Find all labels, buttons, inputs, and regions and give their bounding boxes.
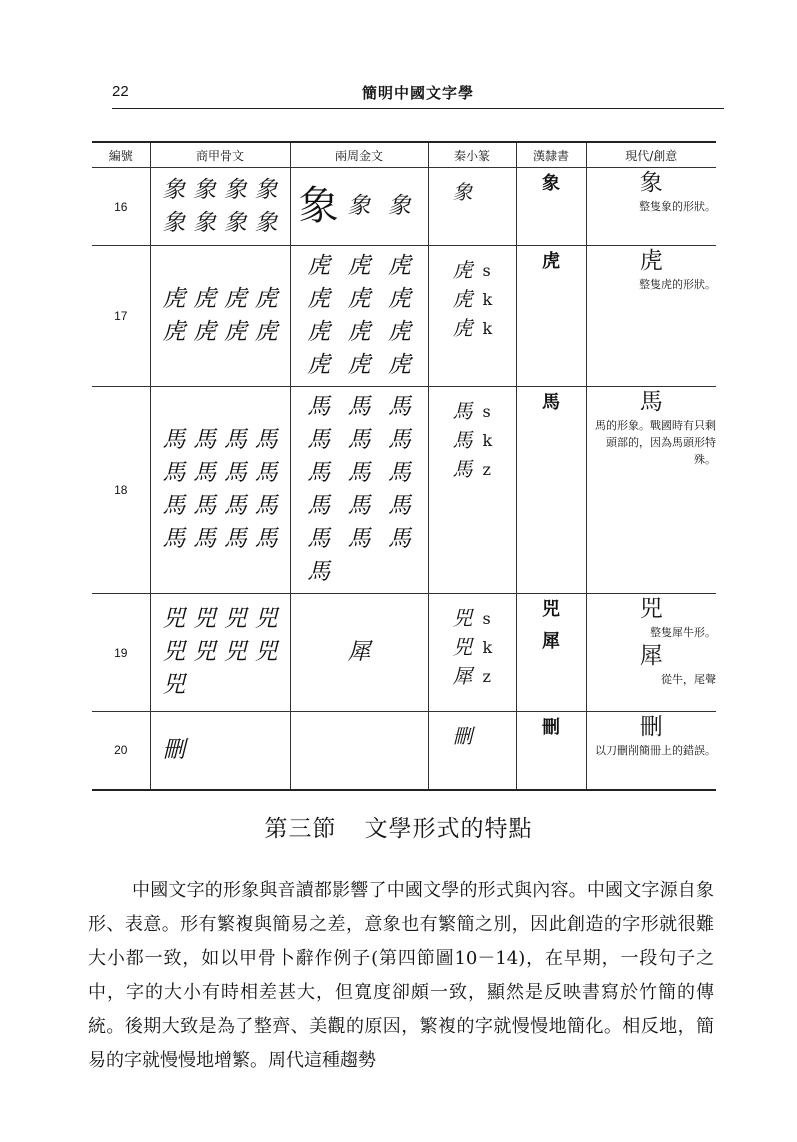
seal-entry bbox=[453, 633, 516, 662]
oracle-bone-glyph: 虎 bbox=[162, 319, 186, 345]
modern-description: 以刀刪削簡冊上的錯誤。 bbox=[595, 744, 716, 757]
oracle-bone-glyph: 虎 bbox=[254, 286, 278, 312]
seal-entry bbox=[453, 455, 516, 484]
bronze-glyph: 虎 bbox=[387, 352, 411, 378]
clerical-cell bbox=[516, 168, 586, 246]
row-number: 16 bbox=[92, 168, 150, 246]
oracle-bone-glyph: 兕 bbox=[254, 606, 278, 632]
modern-cell bbox=[586, 712, 716, 790]
clerical-cell bbox=[516, 712, 586, 790]
modern-description: 整隻象的形狀。 bbox=[639, 200, 716, 213]
bronze-glyph: 虎 bbox=[387, 253, 411, 279]
bronze-glyph: 馬 bbox=[307, 526, 331, 552]
modern-cell bbox=[586, 168, 716, 246]
oracle-bone-glyph: 象 bbox=[254, 176, 278, 203]
seal-entry bbox=[453, 662, 516, 691]
bronze-cell bbox=[290, 594, 428, 712]
bronze-glyph: 馬 bbox=[307, 559, 331, 585]
oracle-glyph-grid bbox=[151, 170, 290, 244]
bronze-glyph: 馬 bbox=[387, 394, 411, 420]
bronze-glyph: 虎 bbox=[307, 286, 331, 312]
bronze-glyph: 虎 bbox=[387, 319, 411, 345]
oracle-bone-glyph: 兕 bbox=[162, 639, 186, 665]
bronze-glyph: 犀 bbox=[347, 639, 371, 665]
oracle-bone-glyph: 象 bbox=[254, 209, 278, 236]
col-header-clerical: 漢隸書 bbox=[516, 142, 586, 168]
seal-glyph: 象 bbox=[452, 180, 473, 204]
seal-glyph-list bbox=[429, 594, 516, 691]
seal-glyph-list bbox=[429, 246, 516, 343]
clerical-glyph: 虎 bbox=[542, 251, 560, 272]
seal-source-label: s bbox=[482, 261, 491, 280]
col-header-modern: 現代/創意 bbox=[586, 142, 716, 168]
seal-glyph-list bbox=[429, 168, 516, 207]
seal-source-label: s bbox=[482, 402, 491, 421]
seal-source-label: k bbox=[482, 319, 493, 338]
bronze-glyph-grid bbox=[291, 183, 428, 229]
bronze-glyph: 象 bbox=[347, 193, 371, 219]
oracle-bone-glyph: 馬 bbox=[162, 493, 186, 519]
modern-description: 整隻虎的形狀。 bbox=[639, 278, 716, 291]
bronze-glyph: 虎 bbox=[307, 352, 331, 378]
clerical-cell bbox=[516, 246, 586, 387]
bronze-glyph: 馬 bbox=[387, 526, 411, 552]
oracle-bone-glyph: 馬 bbox=[254, 460, 278, 486]
oracle-bone-glyph: 兕 bbox=[254, 639, 278, 665]
col-header-number: 編號 bbox=[92, 142, 150, 168]
bronze-glyph-grid bbox=[291, 632, 428, 673]
seal-entry bbox=[453, 722, 516, 751]
modern-character: 象 bbox=[639, 170, 663, 196]
row-number: 20 bbox=[92, 712, 150, 790]
seal-entry bbox=[453, 285, 516, 314]
seal-glyph: 馬 bbox=[452, 457, 473, 481]
row-number: 18 bbox=[92, 387, 150, 594]
small-seal-cell bbox=[428, 387, 516, 594]
seal-source-label: z bbox=[482, 667, 491, 686]
oracle-glyph-grid bbox=[151, 599, 290, 706]
seal-glyph: 虎 bbox=[452, 316, 473, 340]
seal-source-label: k bbox=[482, 431, 493, 450]
bronze-glyph-grid bbox=[291, 387, 428, 593]
bronze-glyph-grid bbox=[291, 744, 428, 756]
oracle-bone-glyph: 虎 bbox=[193, 319, 217, 345]
oracle-bone-glyph: 象 bbox=[193, 209, 217, 236]
oracle-bone-glyph: 象 bbox=[223, 176, 247, 203]
table-row bbox=[92, 594, 716, 712]
oracle-bone-glyph: 馬 bbox=[162, 427, 186, 453]
col-header-oracle-bone: 商甲骨文 bbox=[150, 142, 290, 168]
section-number: 第三節 bbox=[264, 816, 337, 842]
section-title bbox=[0, 810, 797, 843]
small-seal-cell bbox=[428, 168, 516, 246]
bronze-glyph: 虎 bbox=[307, 253, 331, 279]
oracle-bone-cell bbox=[150, 594, 290, 712]
bronze-glyph-grid bbox=[291, 246, 428, 386]
clerical-glyph: 兕 bbox=[542, 599, 560, 620]
oracle-bone-glyph: 馬 bbox=[193, 526, 217, 552]
col-header-small-seal: 秦小篆 bbox=[428, 142, 516, 168]
bronze-glyph: 馬 bbox=[307, 427, 331, 453]
bronze-glyph: 馬 bbox=[307, 460, 331, 486]
oracle-bone-glyph: 象 bbox=[223, 209, 247, 236]
seal-entry bbox=[453, 604, 516, 633]
seal-glyph: 兕 bbox=[452, 606, 473, 630]
oracle-glyph-grid bbox=[151, 420, 290, 560]
seal-glyph: 虎 bbox=[452, 258, 473, 282]
col-header-bronze: 兩周金文 bbox=[290, 142, 428, 168]
oracle-bone-glyph: 虎 bbox=[223, 319, 247, 345]
oracle-bone-cell bbox=[150, 712, 290, 790]
bronze-glyph: 虎 bbox=[347, 286, 371, 312]
bronze-glyph: 象 bbox=[387, 193, 411, 219]
bronze-cell bbox=[290, 168, 428, 246]
oracle-bone-glyph: 兕 bbox=[162, 672, 186, 698]
seal-entry bbox=[453, 426, 516, 455]
clerical-glyph: 刪 bbox=[542, 717, 560, 738]
bronze-glyph: 馬 bbox=[387, 493, 411, 519]
oracle-bone-glyph: 馬 bbox=[162, 526, 186, 552]
bronze-cell bbox=[290, 712, 428, 790]
bronze-glyph: 虎 bbox=[387, 286, 411, 312]
oracle-bone-glyph: 馬 bbox=[162, 460, 186, 486]
bronze-cell bbox=[290, 387, 428, 594]
small-seal-cell bbox=[428, 246, 516, 387]
seal-entry bbox=[453, 256, 516, 285]
modern-character: 馬 bbox=[639, 389, 663, 415]
script-evolution-table bbox=[92, 141, 716, 791]
oracle-bone-glyph: 虎 bbox=[223, 286, 247, 312]
oracle-bone-glyph: 馬 bbox=[193, 460, 217, 486]
oracle-bone-glyph: 兕 bbox=[193, 639, 217, 665]
page-header bbox=[112, 80, 724, 109]
bronze-glyph: 馬 bbox=[307, 394, 331, 420]
modern-character: 刪 bbox=[639, 714, 663, 740]
small-seal-cell bbox=[428, 712, 516, 790]
oracle-bone-glyph: 馬 bbox=[193, 493, 217, 519]
modern-character: 兕 bbox=[639, 596, 663, 622]
clerical-cell bbox=[516, 594, 586, 712]
modern-description: 馬的形象。戰國時有只剩頭部的，因為馬頭形特殊。 bbox=[595, 419, 716, 466]
table-header-row bbox=[92, 142, 716, 168]
oracle-bone-cell bbox=[150, 168, 290, 246]
bronze-glyph: 象 bbox=[298, 183, 339, 229]
page-number: 22 bbox=[112, 83, 129, 100]
seal-entry bbox=[453, 397, 516, 426]
seal-glyph-list bbox=[429, 712, 516, 751]
oracle-bone-glyph: 兕 bbox=[223, 639, 247, 665]
seal-glyph: 犀 bbox=[452, 664, 473, 688]
bronze-glyph: 馬 bbox=[347, 493, 371, 519]
bronze-glyph: 馬 bbox=[347, 526, 371, 552]
bronze-glyph: 馬 bbox=[387, 427, 411, 453]
bronze-glyph: 虎 bbox=[347, 319, 371, 345]
oracle-bone-glyph: 馬 bbox=[223, 427, 247, 453]
table-row bbox=[92, 168, 716, 246]
oracle-bone-cell bbox=[150, 387, 290, 594]
seal-glyph: 刪 bbox=[452, 724, 473, 748]
section-heading: 文學形式的特點 bbox=[364, 816, 533, 842]
bronze-glyph: 馬 bbox=[307, 493, 331, 519]
oracle-glyph-grid bbox=[151, 279, 290, 353]
oracle-bone-glyph: 象 bbox=[162, 209, 186, 236]
table-row bbox=[92, 712, 716, 790]
oracle-bone-glyph: 象 bbox=[193, 176, 217, 203]
oracle-bone-glyph: 馬 bbox=[223, 526, 247, 552]
modern-cell bbox=[586, 387, 716, 594]
oracle-bone-glyph: 兕 bbox=[223, 606, 247, 632]
bronze-glyph: 虎 bbox=[347, 352, 371, 378]
seal-source-label: k bbox=[482, 290, 493, 309]
modern-cell bbox=[586, 594, 716, 712]
modern-character: 虎 bbox=[639, 248, 663, 274]
seal-glyph: 兕 bbox=[452, 635, 473, 659]
running-title: 簡明中國文字學 bbox=[361, 84, 474, 102]
seal-source-label: k bbox=[482, 638, 493, 657]
table-row bbox=[92, 246, 716, 387]
seal-glyph: 虎 bbox=[452, 287, 473, 311]
seal-glyph: 馬 bbox=[452, 399, 473, 423]
oracle-bone-glyph: 馬 bbox=[254, 526, 278, 552]
bronze-glyph: 虎 bbox=[347, 253, 371, 279]
modern-character: 犀 bbox=[639, 643, 663, 669]
oracle-bone-cell bbox=[150, 246, 290, 387]
oracle-bone-glyph: 刪 bbox=[162, 736, 186, 763]
modern-description: 從牛，尾聲 bbox=[661, 673, 716, 686]
bronze-glyph: 虎 bbox=[307, 319, 331, 345]
seal-entry bbox=[453, 314, 516, 343]
oracle-bone-glyph: 馬 bbox=[193, 427, 217, 453]
oracle-bone-glyph: 虎 bbox=[254, 319, 278, 345]
modern-cell bbox=[586, 246, 716, 387]
oracle-bone-glyph: 馬 bbox=[254, 427, 278, 453]
oracle-bone-glyph: 兕 bbox=[193, 606, 217, 632]
body-text bbox=[88, 874, 714, 1078]
seal-entry bbox=[453, 178, 516, 207]
small-seal-cell bbox=[428, 594, 516, 712]
clerical-cell bbox=[516, 387, 586, 594]
clerical-glyph: 象 bbox=[542, 173, 560, 194]
clerical-glyph: 犀 bbox=[542, 631, 560, 652]
table-row bbox=[92, 387, 716, 594]
oracle-bone-glyph: 虎 bbox=[162, 286, 186, 312]
row-number: 17 bbox=[92, 246, 150, 387]
seal-source-label: s bbox=[482, 609, 491, 628]
bronze-glyph: 馬 bbox=[387, 460, 411, 486]
body-paragraph: 中國文字的形象與音讀都影響了中國文學的形式與內容。中國文字源自象形、表意。形有繁複與簡易之差，意象也有繁簡之別，因此創造的字形就很難大小都一致，如以甲骨卜辭作例子(第四節圖10－14)，在早期，一段句子之中，字的大小有時相差甚大，但寬度卻頗一致，顯然是反映書寫於竹簡的傳統。後期大致是為了整齊、美觀的原因，繁複的字就慢慢地簡化。相反地，簡易的字就慢慢地增繁。周代這種趨勢 bbox=[88, 880, 714, 1071]
bronze-glyph: 馬 bbox=[347, 394, 371, 420]
bronze-cell bbox=[290, 246, 428, 387]
bronze-glyph: 馬 bbox=[347, 427, 371, 453]
seal-glyph: 馬 bbox=[452, 428, 473, 452]
seal-glyph-list bbox=[429, 387, 516, 484]
oracle-bone-glyph: 象 bbox=[162, 176, 186, 203]
oracle-bone-glyph: 馬 bbox=[254, 493, 278, 519]
clerical-glyph: 馬 bbox=[542, 392, 560, 413]
row-number: 19 bbox=[92, 594, 150, 712]
modern-description: 整隻犀牛形。 bbox=[650, 626, 716, 639]
seal-source-label: z bbox=[482, 460, 491, 479]
oracle-bone-glyph: 馬 bbox=[223, 493, 247, 519]
oracle-bone-glyph: 虎 bbox=[193, 286, 217, 312]
oracle-glyph-grid bbox=[151, 730, 290, 771]
oracle-bone-glyph: 馬 bbox=[223, 460, 247, 486]
bronze-glyph: 馬 bbox=[347, 460, 371, 486]
oracle-bone-glyph: 兕 bbox=[162, 606, 186, 632]
